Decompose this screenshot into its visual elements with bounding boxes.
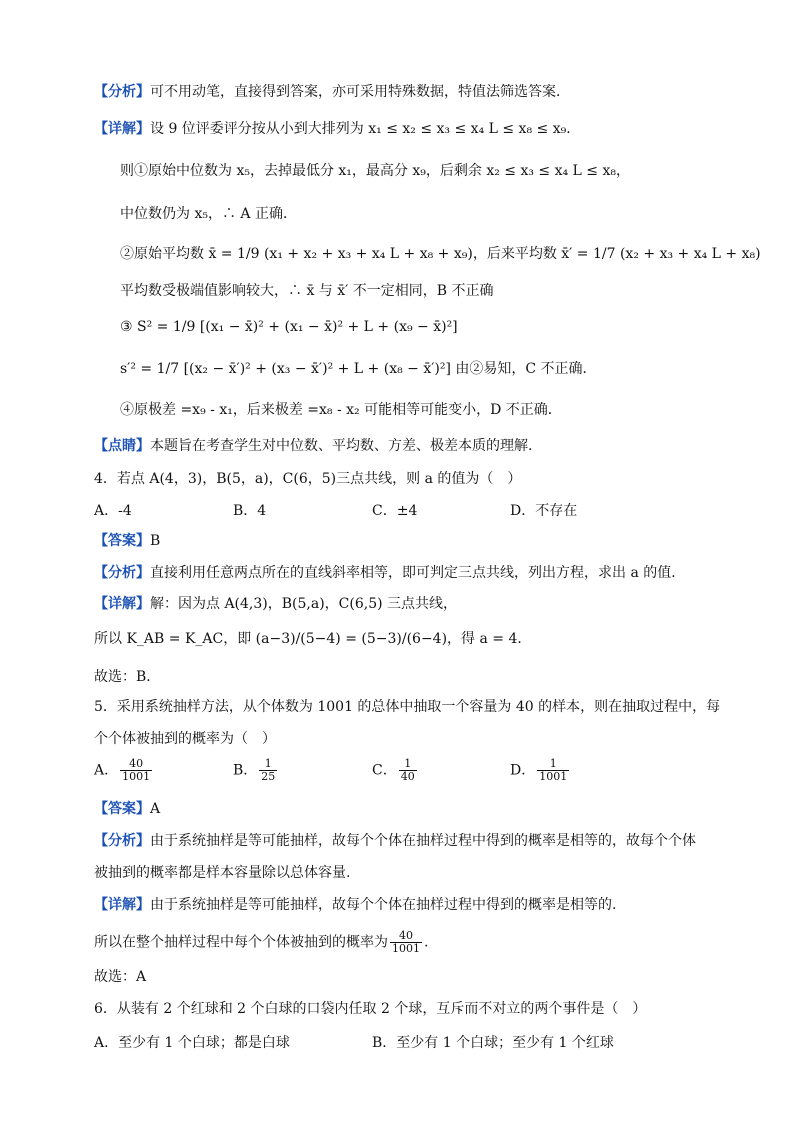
q5-option-b — [233, 758, 279, 783]
q5-detail-2: 所以在整个抽样过程中每个个体被抽到的概率为 — [94, 934, 388, 951]
q6-option-a: A．至少有 1 个白球；都是白球 — [94, 1035, 290, 1051]
q4-answer: B — [150, 533, 161, 549]
detail-step-2: 中位数仍为 x₅，∴ A 正确． — [120, 206, 297, 222]
q4-detail-tag: 【详解】 — [94, 596, 150, 612]
q5-detail-tag: 【详解】 — [94, 897, 150, 913]
q5-detail-num: 40 — [390, 930, 422, 943]
q5-option-a-num: 40 — [120, 758, 152, 771]
q5-detail-fraction — [390, 930, 422, 955]
q5-detail-2-line: 所以在整个抽样过程中每个个体被抽到的概率为 $\frac{40}{1001}$ . — [94, 929, 429, 955]
q5-answer: A — [150, 801, 161, 817]
question-4-stem: 4．若点 A(4，3)，B(5，a)，C(6，5)三点共线，则 a 的值为（ ） — [94, 471, 522, 487]
q4-option-b: B．4 — [233, 503, 267, 519]
analysis-line — [94, 83, 570, 101]
q4-detail: 解：因为点 A(4,3)，B(5,a)，C(6,5) 三点共线， — [150, 596, 458, 612]
q4-analysis-line — [94, 564, 685, 582]
q5-analysis-2: 被抽到的概率都是样本容量除以总体容量. — [94, 865, 351, 881]
q4-answer-line — [94, 532, 160, 550]
detail-step-1: 则①原始中位数为 x₅，去掉最低分 x₁，最高分 x₉，后剩余 x₂ ≤ x₃ ≤ x₄ L ≤ x₈， — [120, 163, 630, 179]
q5-analysis-1: 由于系统抽样是等可能抽样，故每个个体在抽样过程中得到的概率是相等的，故每个个体 — [150, 833, 696, 849]
q5-option-b-den: 25 — [261, 770, 276, 783]
q4-analysis-tag: 【分析】 — [94, 565, 150, 581]
detail-step-4: 平均数受极端值影响较大，∴ x̄ 与 x̄′ 不一定相同，B 不正确 — [120, 283, 494, 299]
detail-step-3: ②原始平均数 x̄ = 1/9 (x₁ + x₂ + x₃ + x₄ L + x₈ + x₉)，后来平均数 x̄′ = 1/7 (x₂ + x₃ + x₄ L + x₈) — [120, 246, 761, 262]
q5-option-d-label: D． — [510, 762, 536, 779]
q4-answer-tag: 【答案】 — [94, 533, 150, 549]
q5-option-c-den: 40 — [400, 770, 415, 783]
detail-step-5: ③ S² = 1/9 [(x₁ − x̄)² + (x₁ − x̄)² + L + (x₉ − x̄)²] — [120, 319, 458, 335]
q5-answer-line — [94, 800, 160, 818]
question-5-stem-1: 5．采用系统抽样方法，从个体数为 1001 的总体中抽取一个容量为 40 的样本，则在抽取过程中，每 — [94, 699, 721, 715]
q5-option-a — [94, 758, 154, 783]
q5-choose: 故选：A — [94, 969, 147, 985]
q5-option-a-den: 1001 — [122, 770, 151, 783]
q4-option-c: C．±4 — [372, 503, 418, 519]
q5-option-c-fraction — [399, 758, 417, 783]
detail-step-6: s′² = 1/7 [(x₂ − x̄′)² + (x₃ − x̄′)² + L + (x₈ − x̄′)²] 由②易知，C 不正确． — [120, 361, 597, 377]
q5-option-b-label: B． — [233, 762, 258, 779]
detail-step-7: ④原极差 =x₉ - x₁，后来极差 =x₈ - x₂ 可能相等可能变小，D 不正确． — [120, 402, 562, 418]
q5-option-c — [372, 758, 419, 783]
q5-option-a-fraction — [120, 758, 152, 783]
detail-tag: 【详解】 — [94, 121, 150, 137]
q5-option-d — [510, 758, 571, 783]
analysis-tag: 【分析】 — [94, 84, 150, 100]
q4-option-d: D．不存在 — [510, 503, 578, 519]
q4-detail-2: 所以 K_AB = K_AC，即 (a−3)/(5−4) = (5−3)/(6−4)，得 a = 4． — [94, 631, 532, 647]
comment-text: 本题旨在考查学生对中位数、平均数、方差、极差本质的理解. — [150, 438, 533, 454]
q5-option-c-num: 1 — [399, 758, 417, 771]
q6-option-b: B．至少有 1 个白球；至少有 1 个红球 — [372, 1035, 614, 1051]
q5-detail-line — [94, 896, 616, 914]
question-6-stem: 6．从装有 2 个红球和 2 个白球的口袋内任取 2 个球，互斥而不对立的两个事件是（ ） — [94, 1001, 647, 1017]
q5-option-a-label: A． — [94, 762, 119, 779]
q4-detail-line — [94, 595, 457, 613]
q4-analysis: 直接利用任意两点所在的直线斜率相等，即可判定三点共线，列出方程，求出 a 的值． — [150, 565, 686, 581]
comment-line — [94, 437, 532, 455]
q5-analysis-line — [94, 832, 696, 850]
analysis-text: 可不用动笔，直接得到答案，亦可采用特殊数据，特值法筛选答案． — [150, 84, 570, 100]
detail-text: 设 9 位评委评分按从小到大排列为 x₁ ≤ x₂ ≤ x₃ ≤ x₄ L ≤ x₈ ≤ x₉． — [150, 121, 581, 137]
question-5-stem-2: 个个体被抽到的概率为（ ） — [94, 731, 276, 747]
comment-tag: 【点睛】 — [94, 438, 150, 454]
q4-option-a: A．-4 — [94, 503, 132, 519]
q5-option-d-fraction — [537, 758, 569, 783]
q5-detail-den: 1001 — [392, 942, 420, 955]
q5-detail-1: 由于系统抽样是等可能抽样，故每个个体在抽样过程中得到的概率是相等的. — [150, 897, 617, 913]
q5-analysis-tag: 【分析】 — [94, 833, 150, 849]
q5-option-c-label: C． — [372, 762, 397, 779]
q5-option-b-num: 1 — [259, 758, 277, 771]
q5-option-b-fraction — [259, 758, 277, 783]
q5-option-d-num: 1 — [537, 758, 569, 771]
q5-answer-tag: 【答案】 — [94, 801, 150, 817]
q5-option-d-den: 1001 — [539, 770, 568, 783]
q4-choose: 故选：B． — [94, 669, 161, 685]
detail-line — [94, 120, 580, 138]
